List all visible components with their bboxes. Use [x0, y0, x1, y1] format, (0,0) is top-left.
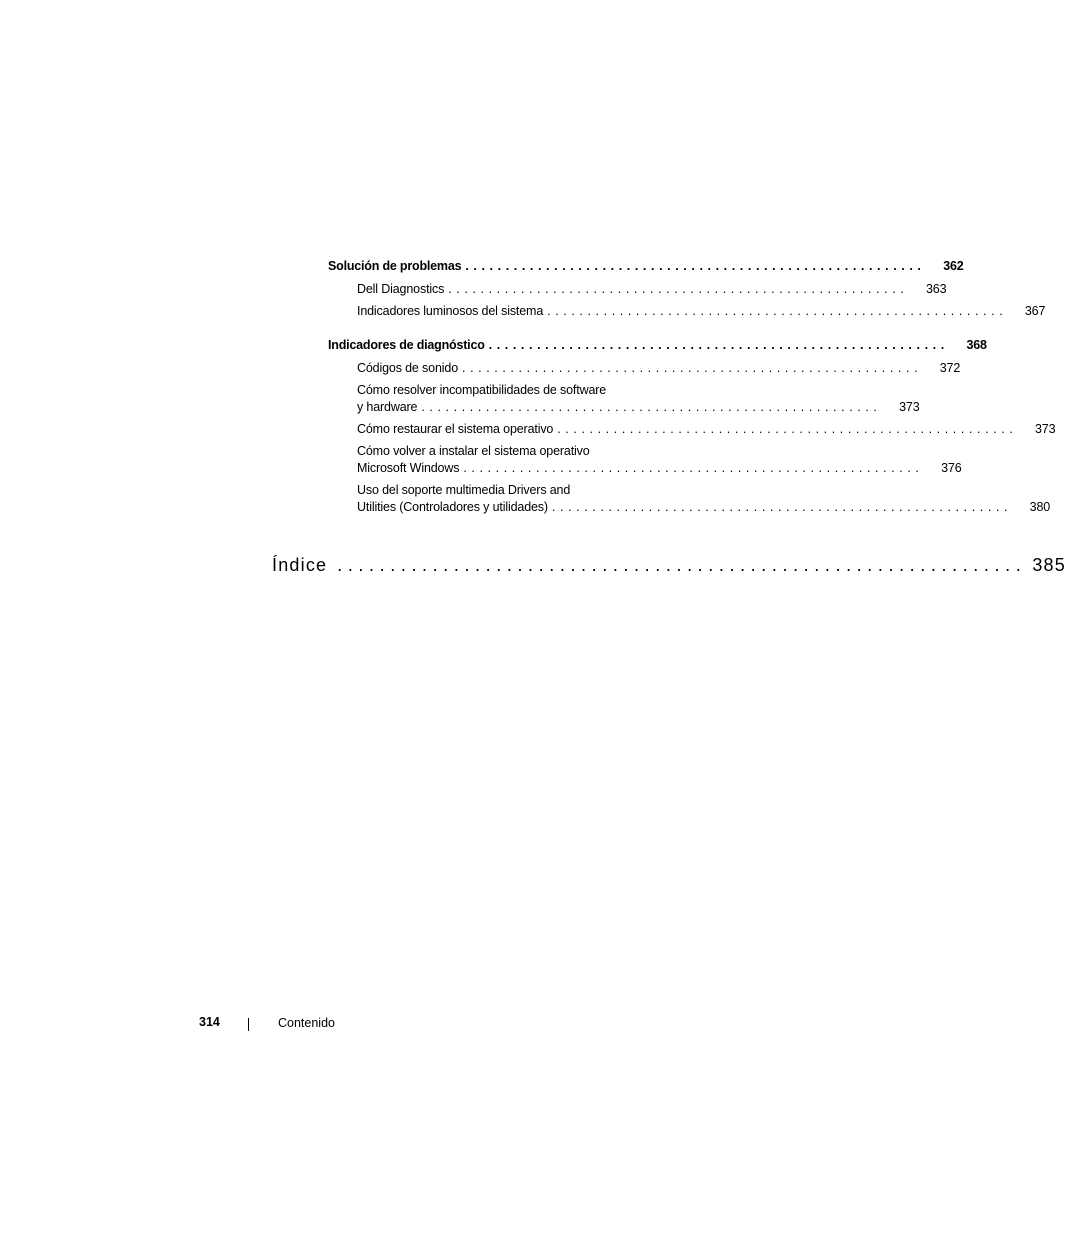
dot-leader: .........................................................: [551, 500, 1013, 514]
dot-leader: .........................................................: [448, 282, 909, 296]
dot-leader: .........................................................: [462, 361, 923, 375]
toc-entry-title: Códigos de sonido: [357, 361, 458, 375]
page-footer: [199, 1015, 399, 1033]
footer-section-label: Contenido: [278, 1016, 335, 1030]
index-page: 385: [1032, 555, 1066, 575]
table-of-contents: [328, 258, 1056, 516]
toc-entry-title-line-2: y hardware: [357, 400, 418, 414]
toc-entry-page: 380: [1029, 500, 1051, 514]
toc-entry-page: 372: [939, 361, 961, 375]
toc-entry-page: 376: [941, 461, 962, 475]
toc-entry-drivers-and-utilities[interactable]: [328, 482, 1051, 516]
toc-entry-indicadores-de-diagnostico[interactable]: [328, 337, 987, 354]
dot-leader: .........................................................: [547, 304, 1008, 318]
toc-entry-page: 362: [943, 259, 964, 273]
toc-entry-indicadores-luminosos[interactable]: [328, 303, 1046, 320]
dot-leader: .................................................................: [337, 555, 1027, 575]
toc-entry-page: 368: [966, 338, 987, 352]
dot-leader: .........................................................: [421, 400, 882, 414]
toc-entry-page: 373: [1034, 422, 1056, 436]
toc-entry-page: 373: [899, 400, 920, 414]
toc-entry-indice[interactable]: [272, 555, 1066, 576]
toc-entry-incompatibilidades[interactable]: [328, 382, 920, 416]
toc-entry-title: Cómo restaurar el sistema operativo: [357, 422, 554, 436]
footer-divider: [248, 1018, 249, 1031]
toc-entry-title-line-2: Microsoft Windows: [357, 461, 460, 475]
toc-entry-page: 363: [925, 282, 947, 296]
page-number: 314: [199, 1015, 220, 1029]
dot-leader: .........................................................: [488, 338, 949, 352]
toc-entry-codigos-de-sonido[interactable]: [328, 360, 961, 377]
index-title: Índice: [272, 555, 328, 575]
toc-entry-dell-diagnostics[interactable]: [328, 281, 947, 298]
toc-entry-title-line-1: Cómo volver a instalar el sistema operativo: [357, 444, 590, 458]
toc-entry-title: Indicadores luminosos del sistema: [357, 304, 544, 318]
toc-entry-title-line-1: Uso del soporte multimedia Drivers and: [357, 483, 571, 497]
toc-entry-title: Solución de problemas: [328, 259, 462, 273]
toc-entry-solucion-de-problemas[interactable]: [328, 258, 964, 275]
toc-entry-title-line-2: Utilities (Controladores y utilidades): [357, 500, 548, 514]
toc-entry-title: Dell Diagnostics: [357, 282, 445, 296]
toc-entry-reinstalar-windows[interactable]: [328, 443, 962, 477]
toc-entry-title-line-1: Cómo resolver incompatibilidades de software: [357, 383, 607, 397]
dot-leader: .........................................................: [463, 461, 924, 475]
dot-leader: .........................................................: [465, 259, 926, 273]
toc-entry-restaurar-sistema[interactable]: [328, 421, 1056, 438]
toc-entry-title: Indicadores de diagnóstico: [328, 338, 485, 352]
toc-entry-page: 367: [1024, 304, 1046, 318]
dot-leader: .........................................................: [557, 422, 1018, 436]
